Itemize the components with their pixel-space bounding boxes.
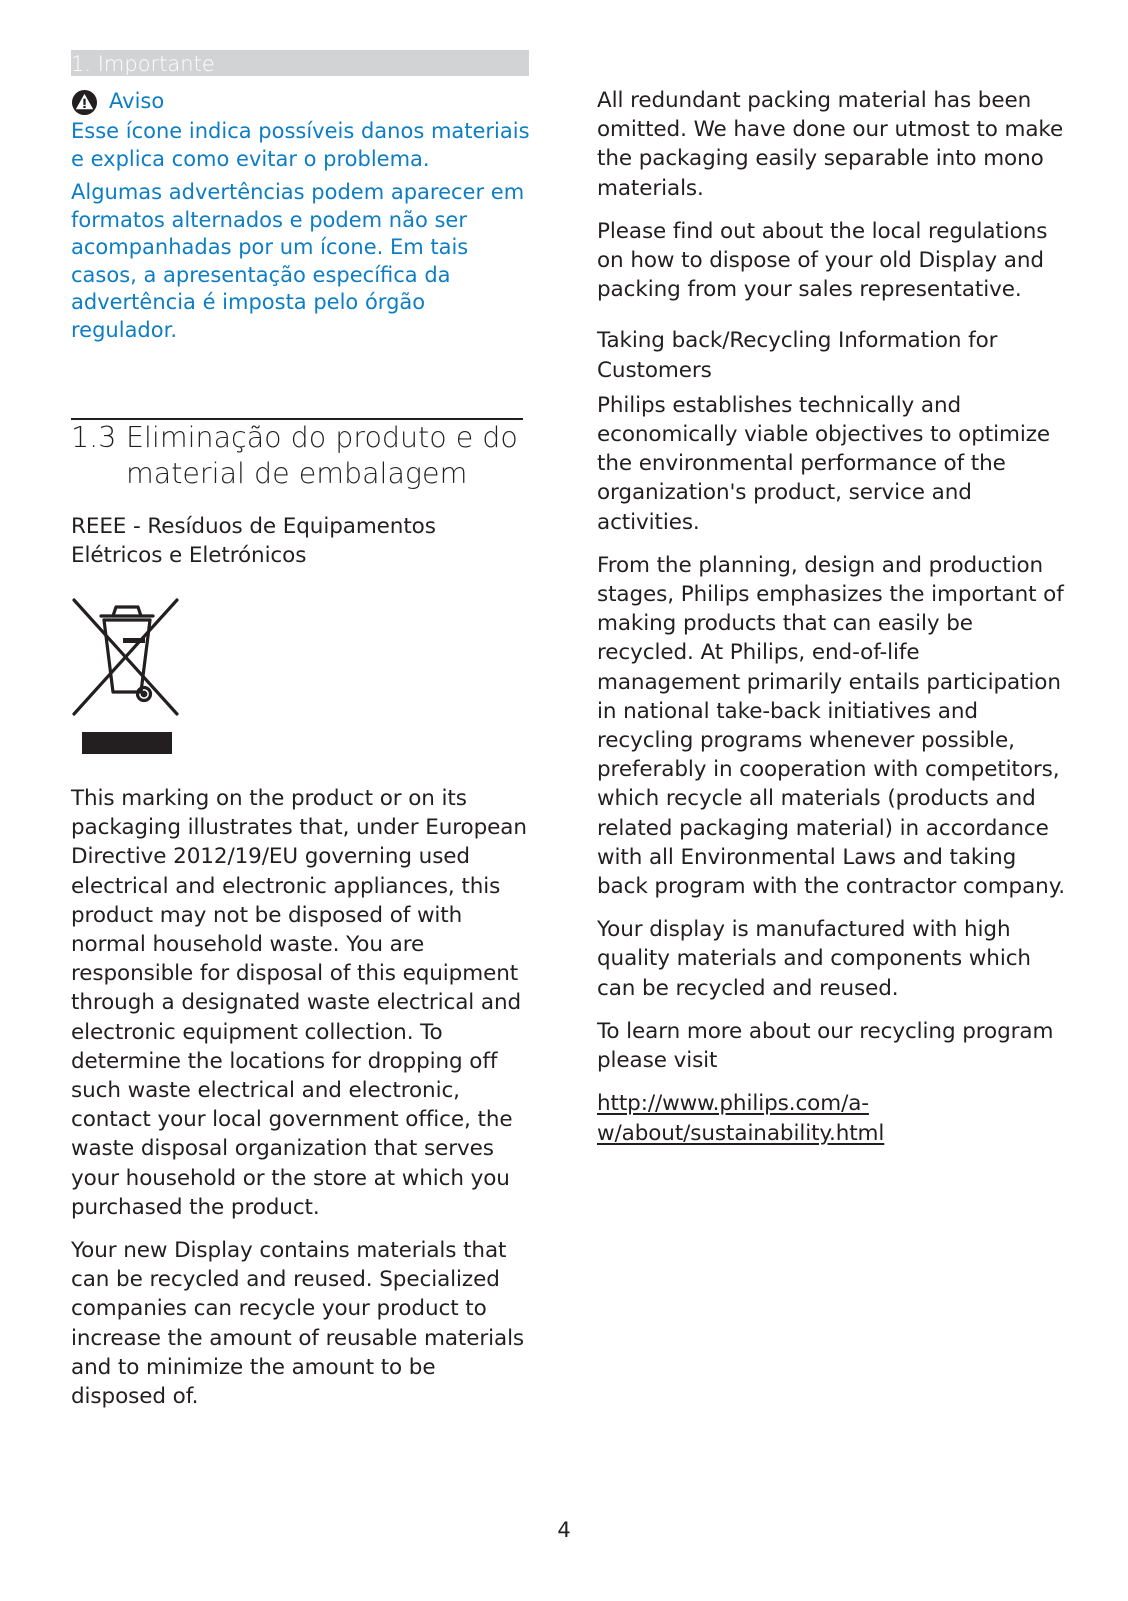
weee-subtitle-block (71, 512, 531, 570)
local-regulations-paragraph: Please find out about the local regulations on how to dispose of your old Display and packing from your sales representative. (597, 218, 1048, 303)
section-header-label: 1. Importante (71, 52, 215, 76)
sustainability-link[interactable]: http://www.philips.com/a-w/about/sustainability.html (597, 1091, 885, 1146)
warning-paragraph-2: Algumas advertências podem aparecer em formatos alternados e podem não ser acompanhadas por um ícone. Em tais casos, a apresentação específica da advertência é imposta pelo órgão regulador. (71, 180, 525, 342)
packing-material-paragraph: All redundant packing material has been omitted. We have done our utmost to make the packaging easily separable into mono materials. (597, 88, 1064, 201)
left-column-top (71, 86, 531, 350)
section-header-bar (71, 50, 529, 76)
warning-paragraph-1: Esse ícone indica possíveis danos materiais e explica como evitar o problema. (71, 119, 530, 171)
section-heading (71, 420, 541, 492)
section-title: Eliminação do produto e do material de embalagem (126, 421, 518, 490)
warning-title: Aviso (109, 89, 165, 114)
warning-block (71, 86, 531, 344)
crossed-out-wheelie-bin-icon (71, 594, 183, 762)
recyclable-materials-paragraph: Your new Display contains materials that can be recycled and reused. Specialized companies can recycle your product to increase the amount of reusable materials and to minimize the amount to be disposed of. (71, 1238, 525, 1410)
left-column-body (71, 784, 531, 1425)
weee-subtitle: REEE - Resíduos de Equipamentos Elétricos e Eletrónicos (71, 514, 436, 569)
right-column (597, 86, 1067, 1162)
planning-design-paragraph: From the planning, design and production stages, Philips emphasizes the important of making products that can easily be recycled. At Philips, end-of-life management primarily entails participation in national take-back initiatives and recycling programs whenever possible, preferably in cooperation with competitors, which recycle all materials (products and related packaging material) in accordance with all Environmental Laws and taking back program with the contractor company. (597, 552, 1065, 900)
learn-more-paragraph: To learn more about our recycling program please visit (597, 1018, 1054, 1074)
page-number: 4 (557, 1518, 571, 1542)
quality-materials-paragraph: Your display is manufactured with high quality materials and components which can be recycled and reused. (597, 917, 1031, 1001)
weee-directive-paragraph: This marking on the product or on its packaging illustrates that, under European Directive 2012/19/EU governing used electrical and electronic appliances, this product may not be disposed of with normal household waste. You are responsible for disposal of this equipment through a designated waste electrical and electronic equipment collection. To determine the locations for dropping off such waste electrical and electronic, contact your local government office, the waste disposal organization that serves your household or the store at which you purchased the product. (71, 786, 527, 1220)
objectives-paragraph: Philips establishes technically and economically viable objectives to optimize the environmental performance of the organization's product, service and activities. (597, 392, 1051, 535)
warning-title-row (71, 86, 531, 118)
section-number: 1.3 (71, 421, 117, 454)
warning-triangle-icon (71, 89, 98, 116)
recycling-heading: Taking back/Recycling Information for Customers (597, 328, 998, 383)
